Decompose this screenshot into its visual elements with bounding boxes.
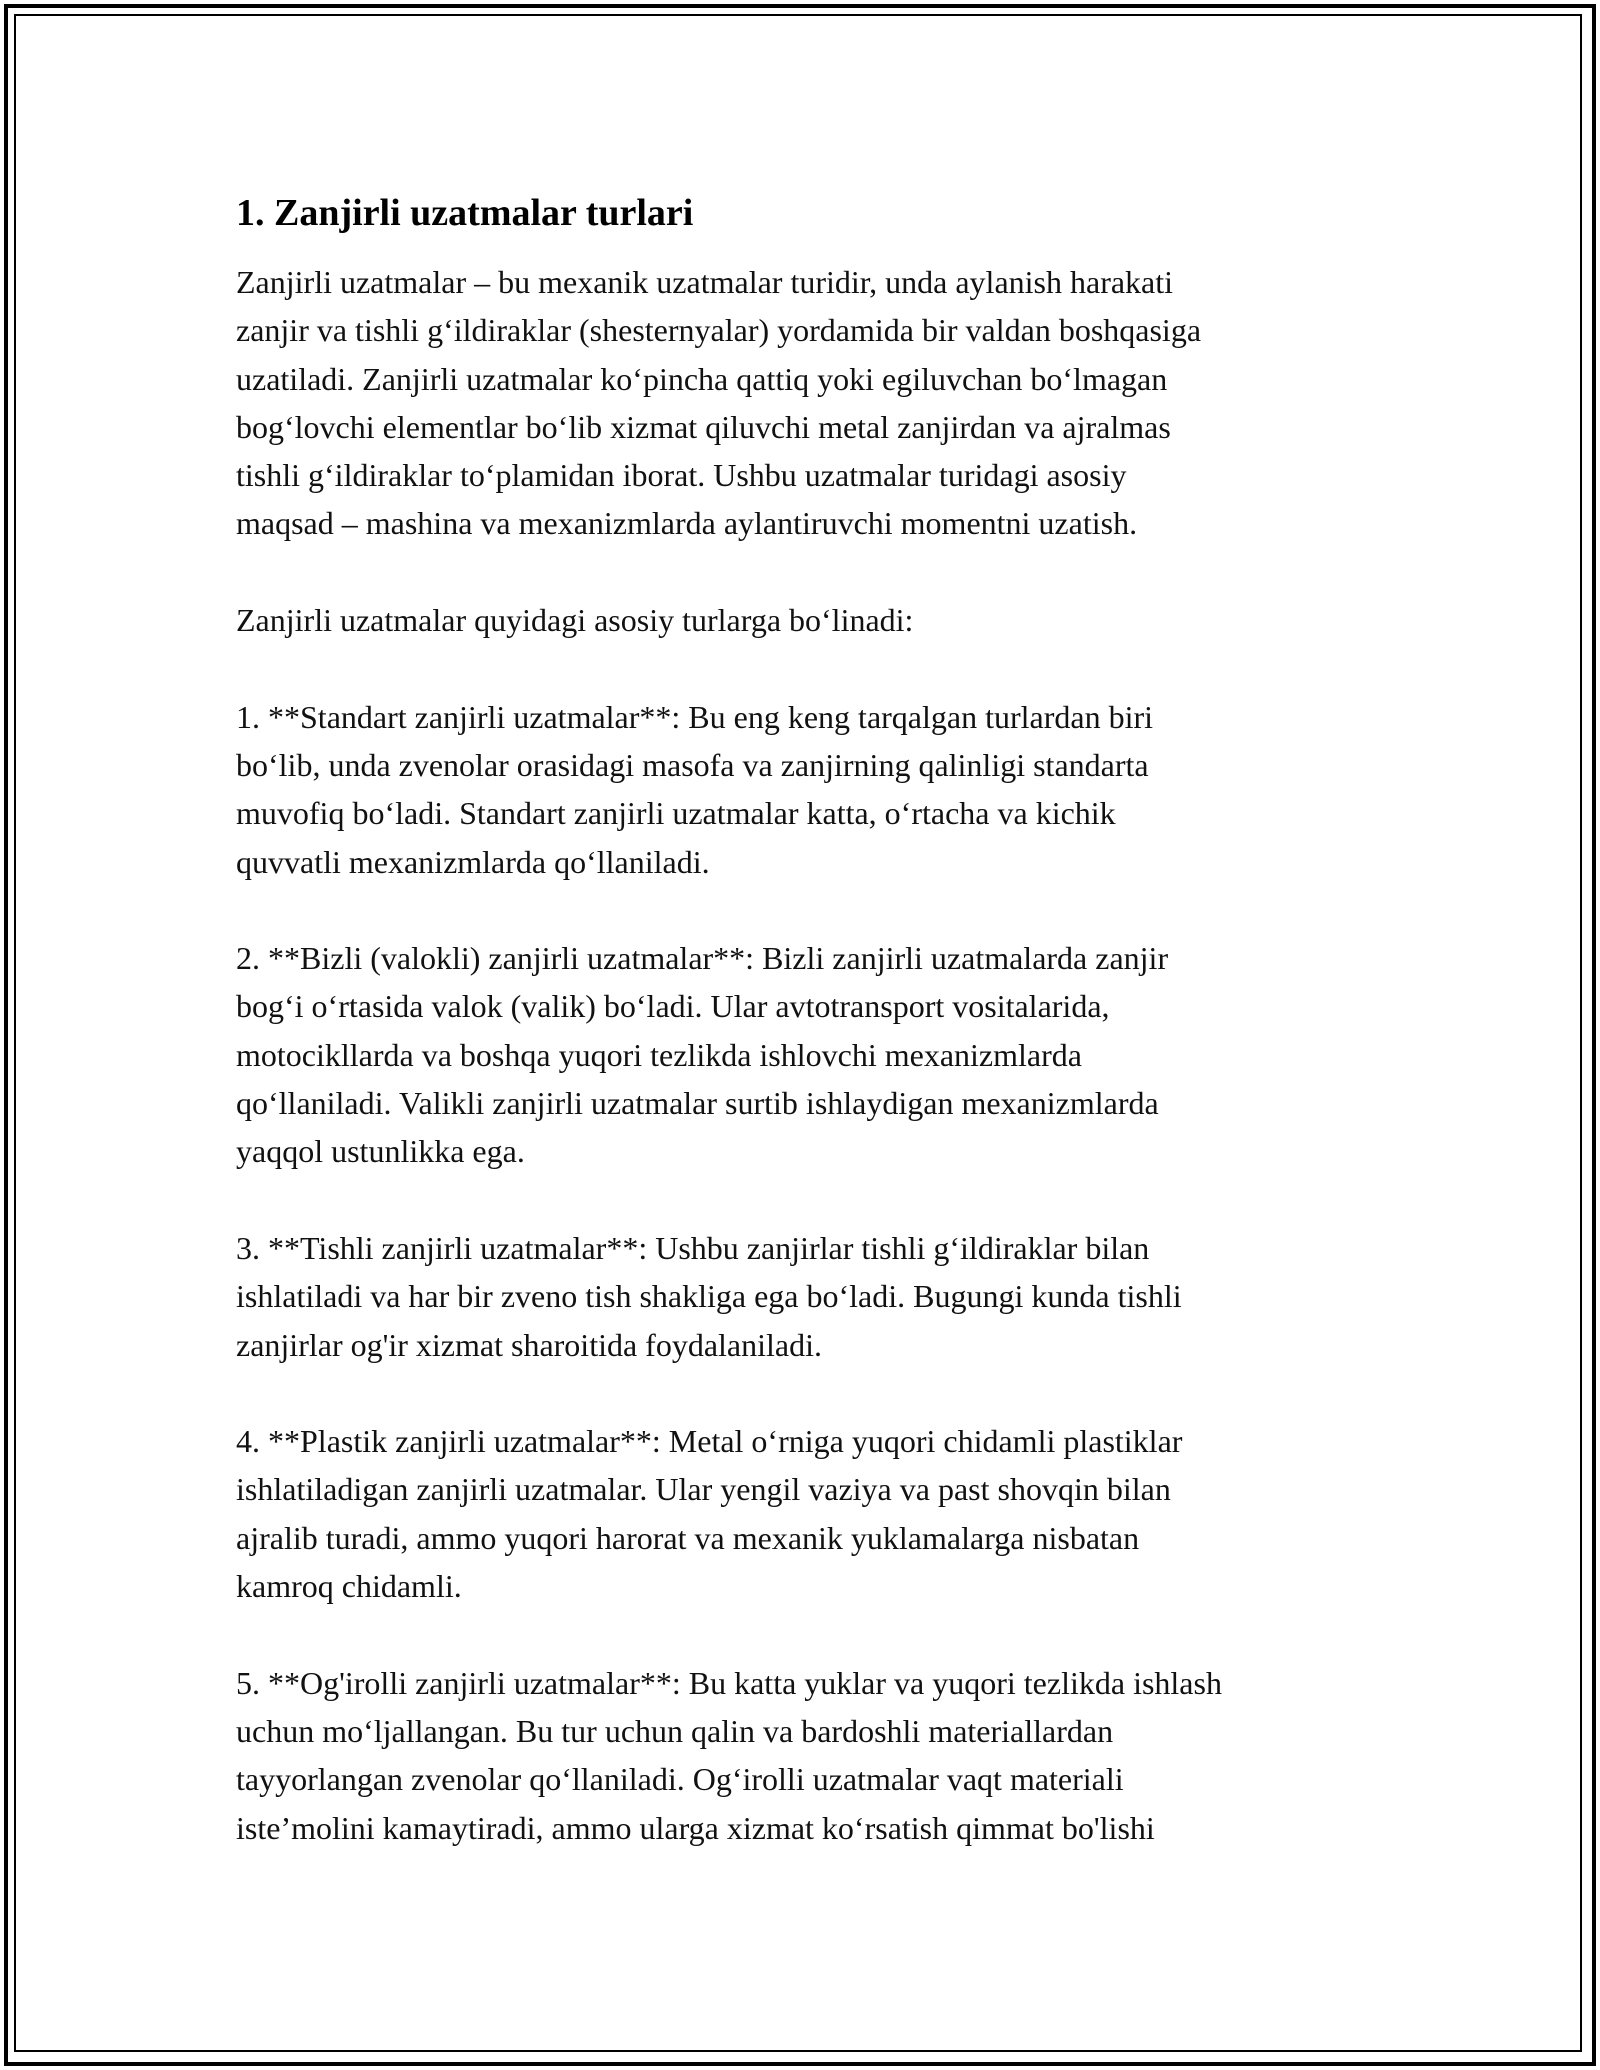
list-item-plastik [236, 1417, 1376, 1610]
list-item-standard [236, 693, 1376, 886]
text-line: kamroq chidamli. [236, 1568, 462, 1605]
text-line: quvvatli mexanizmlarda qo‘llaniladi. [236, 843, 710, 880]
text-line: tayyorlangan zvenolar qo‘llaniladi. Og‘irolli uzatmalar vaqt materiali [236, 1761, 1124, 1798]
paragraph-types-intro [236, 596, 1376, 644]
text-line: yaqqol ustunlikka ega. [236, 1133, 525, 1170]
list-item-bizli [236, 934, 1376, 1175]
text-line: muvofiq bo‘ladi. Standart zanjirli uzatmalar katta, o‘rtacha va kichik [236, 795, 1116, 832]
text-line: qo‘llaniladi. Valikli zanjirli uzatmalar surtib ishlaydigan mexanizmlarda [236, 1085, 1159, 1122]
text-line: bog‘i o‘rtasida valok (valik) bo‘ladi. Ular avtotransport vositalarida, [236, 988, 1110, 1025]
text-line: iste’molini kamaytiradi, ammo ularga xizmat ko‘rsatish qimmat bo'lishi [236, 1809, 1155, 1846]
text-line: 4. **Plastik zanjirli uzatmalar**: Metal o‘rniga yuqori chidamli plastiklar [236, 1423, 1183, 1460]
text-line: bog‘lovchi elementlar bo‘lib xizmat qiluvchi metal zanjirdan va ajralmas [236, 408, 1171, 445]
paragraph-intro [236, 258, 1376, 548]
text-line: ajralib turadi, ammo yuqori harorat va mexanik yuklamalarga nisbatan [236, 1519, 1140, 1556]
text-line: ishlatiladigan zanjirli uzatmalar. Ular yengil vaziya va past shovqin bilan [236, 1471, 1171, 1508]
list-item-ogirolli [236, 1659, 1376, 1852]
text-line: zanjir va tishli g‘ildiraklar (shesternyalar) yordamida bir valdan boshqasiga [236, 312, 1202, 349]
text-line: bo‘lib, unda zvenolar orasidagi masofa va zanjirning qalinligi standarta [236, 746, 1149, 783]
text-line: 1. **Standart zanjirli uzatmalar**: Bu eng keng tarqalgan turlardan biri [236, 698, 1154, 735]
text-line: zanjirlar og'ir xizmat sharoitida foydalaniladi. [236, 1326, 822, 1363]
text-line: uzatiladi. Zanjirli uzatmalar ko‘pincha qattiq yoki egiluvchan bo‘lmagan [236, 360, 1168, 397]
text-line: maqsad – mashina va mexanizmlarda aylantiruvchi momentni uzatish. [236, 505, 1138, 542]
text-line: 3. **Tishli zanjirli uzatmalar**: Ushbu zanjirlar tishli g‘ildiraklar bilan [236, 1229, 1150, 1266]
list-item-tishli [236, 1224, 1376, 1369]
text-line: ishlatiladi va har bir zveno tish shakliga ega bo‘ladi. Bugungi kunda tishli [236, 1278, 1182, 1315]
document-title: 1. Zanjirli uzatmalar turlari [236, 192, 694, 234]
text-line: uchun mo‘ljallangan. Bu tur uchun qalin va bardoshli materiallardan [236, 1712, 1114, 1749]
text-line: 2. **Bizli (valokli) zanjirli uzatmalar**: Bizli zanjirli uzatmalarda zanjir [236, 940, 1169, 977]
text-line: tishli g‘ildiraklar to‘plamidan iborat. Ushbu uzatmalar turidagi asosiy [236, 457, 1127, 494]
text-line: Zanjirli uzatmalar – bu mexanik uzatmalar turidir, unda aylanish harakati [236, 264, 1174, 300]
text-line: Zanjirli uzatmalar quyidagi asosiy turlarga bo‘linadi: [236, 602, 914, 639]
text-line: motocikllarda va boshqa yuqori tezlikda ishlovchi mexanizmlarda [236, 1036, 1082, 1073]
text-line: 5. **Og'irolli zanjirli uzatmalar**: Bu katta yuklar va yuqori tezlikda ishlash [236, 1664, 1222, 1701]
document-body [236, 190, 1376, 1900]
